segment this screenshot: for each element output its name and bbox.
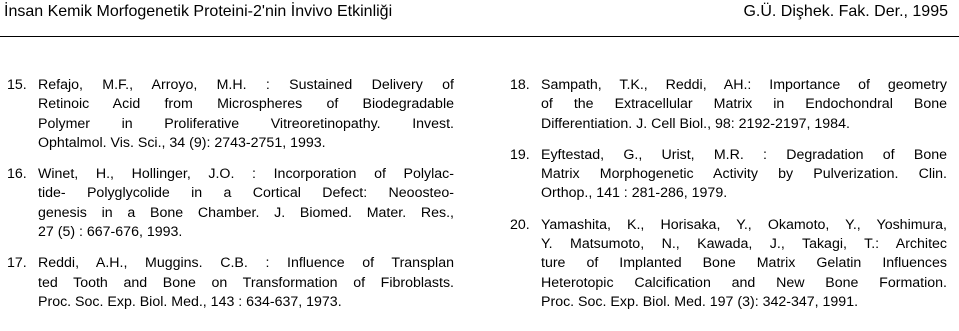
reference-line: 27 (5) : 667-676, 1993. bbox=[38, 224, 183, 241]
reference-line: Proc. Soc. Exp. Biol. Med. 197 (3): 342-347, 1991. bbox=[541, 293, 859, 310]
reference-line: Heterotopic Calcification and New Bone Formation. bbox=[541, 274, 947, 291]
reference-entry bbox=[510, 146, 947, 204]
reference-entry bbox=[510, 216, 947, 312]
reference-line: Y. Matsumoto, N., Kawada, J., Takagi, T.: Architec bbox=[541, 236, 947, 253]
reference-text bbox=[38, 165, 454, 242]
reference-entry bbox=[7, 76, 454, 153]
reference-text bbox=[541, 146, 947, 204]
reference-line: Yamashita, K., Horisaka, Y., Okamoto, Y., Yoshimura, bbox=[541, 216, 947, 233]
reference-number: 19. bbox=[510, 146, 530, 163]
reference-line: Winet, H., Hollinger, J.O. : Incorporation of Polylac- bbox=[38, 166, 454, 183]
reference-line: Reddi, A.H., Muggins. C.B. : Influence of Transplan bbox=[38, 255, 454, 272]
reference-text bbox=[541, 76, 947, 134]
running-header-title: İnsan Kemik Morfogenetik Proteini-2'nin İnvivo Etkinliği bbox=[4, 3, 393, 20]
reference-line: Eyftestad, G., Urist, M.R. : Degradation of Bone bbox=[541, 146, 947, 163]
references-column-right bbox=[510, 76, 947, 324]
reference-line: genesis in a Bone Chamber. J. Biomed. Mater. Res., bbox=[38, 204, 454, 221]
reference-number: 20. bbox=[510, 216, 530, 233]
reference-text bbox=[38, 76, 454, 153]
reference-line: Matrix Morphogenetic Activity by Pulverization. Clin. bbox=[541, 166, 947, 183]
reference-text bbox=[541, 216, 947, 312]
reference-number: 18. bbox=[510, 77, 530, 93]
reference-line: ted Tooth and Bone on Transformation of Fibroblasts. bbox=[38, 274, 454, 291]
reference-line: Ophtalmol. Vis. Sci., 34 (9): 2743-2751, 1993. bbox=[38, 134, 326, 151]
reference-entry bbox=[7, 165, 454, 242]
reference-entry bbox=[510, 76, 947, 134]
reference-line: Differentiation. J. Cell Biol., 98: 2192-2197, 1984. bbox=[541, 115, 850, 132]
reference-line: Refajo, M.F., Arroyo, M.H. : Sustained Delivery of bbox=[38, 77, 454, 93]
reference-line: of the Extracellular Matrix in Endochondral Bone bbox=[541, 96, 947, 113]
reference-number: 17. bbox=[7, 255, 27, 272]
reference-text bbox=[38, 254, 454, 312]
reference-line: Proc. Soc. Exp. Biol. Med., 143 : 634-637, 1973. bbox=[38, 293, 342, 310]
reference-number: 15. bbox=[7, 77, 27, 93]
reference-line: ture of Implanted Bone Matrix Gelatin Influences bbox=[541, 255, 947, 272]
reference-line: Orthop., 141 : 281-286, 1979. bbox=[541, 185, 728, 202]
reference-line: Polymer in Proliferative Vitreoretinopathy. Invest. bbox=[38, 115, 454, 132]
references-column-left bbox=[7, 76, 454, 324]
reference-line: Retinoic Acid from Microspheres of Biodegradable bbox=[38, 96, 454, 113]
reference-line: tide- Polyglycolide in a Cortical Defect: Neoosteo- bbox=[38, 185, 454, 202]
reference-entry bbox=[7, 254, 454, 312]
reference-number: 16. bbox=[7, 166, 27, 183]
header-rule bbox=[0, 36, 959, 37]
reference-line: Sampath, T.K., Reddi, AH.: Importance of geometry bbox=[541, 77, 947, 93]
running-header bbox=[4, 2, 948, 24]
running-header-journal: G.Ü. Dişhek. Fak. Der., 1995 bbox=[743, 3, 948, 20]
